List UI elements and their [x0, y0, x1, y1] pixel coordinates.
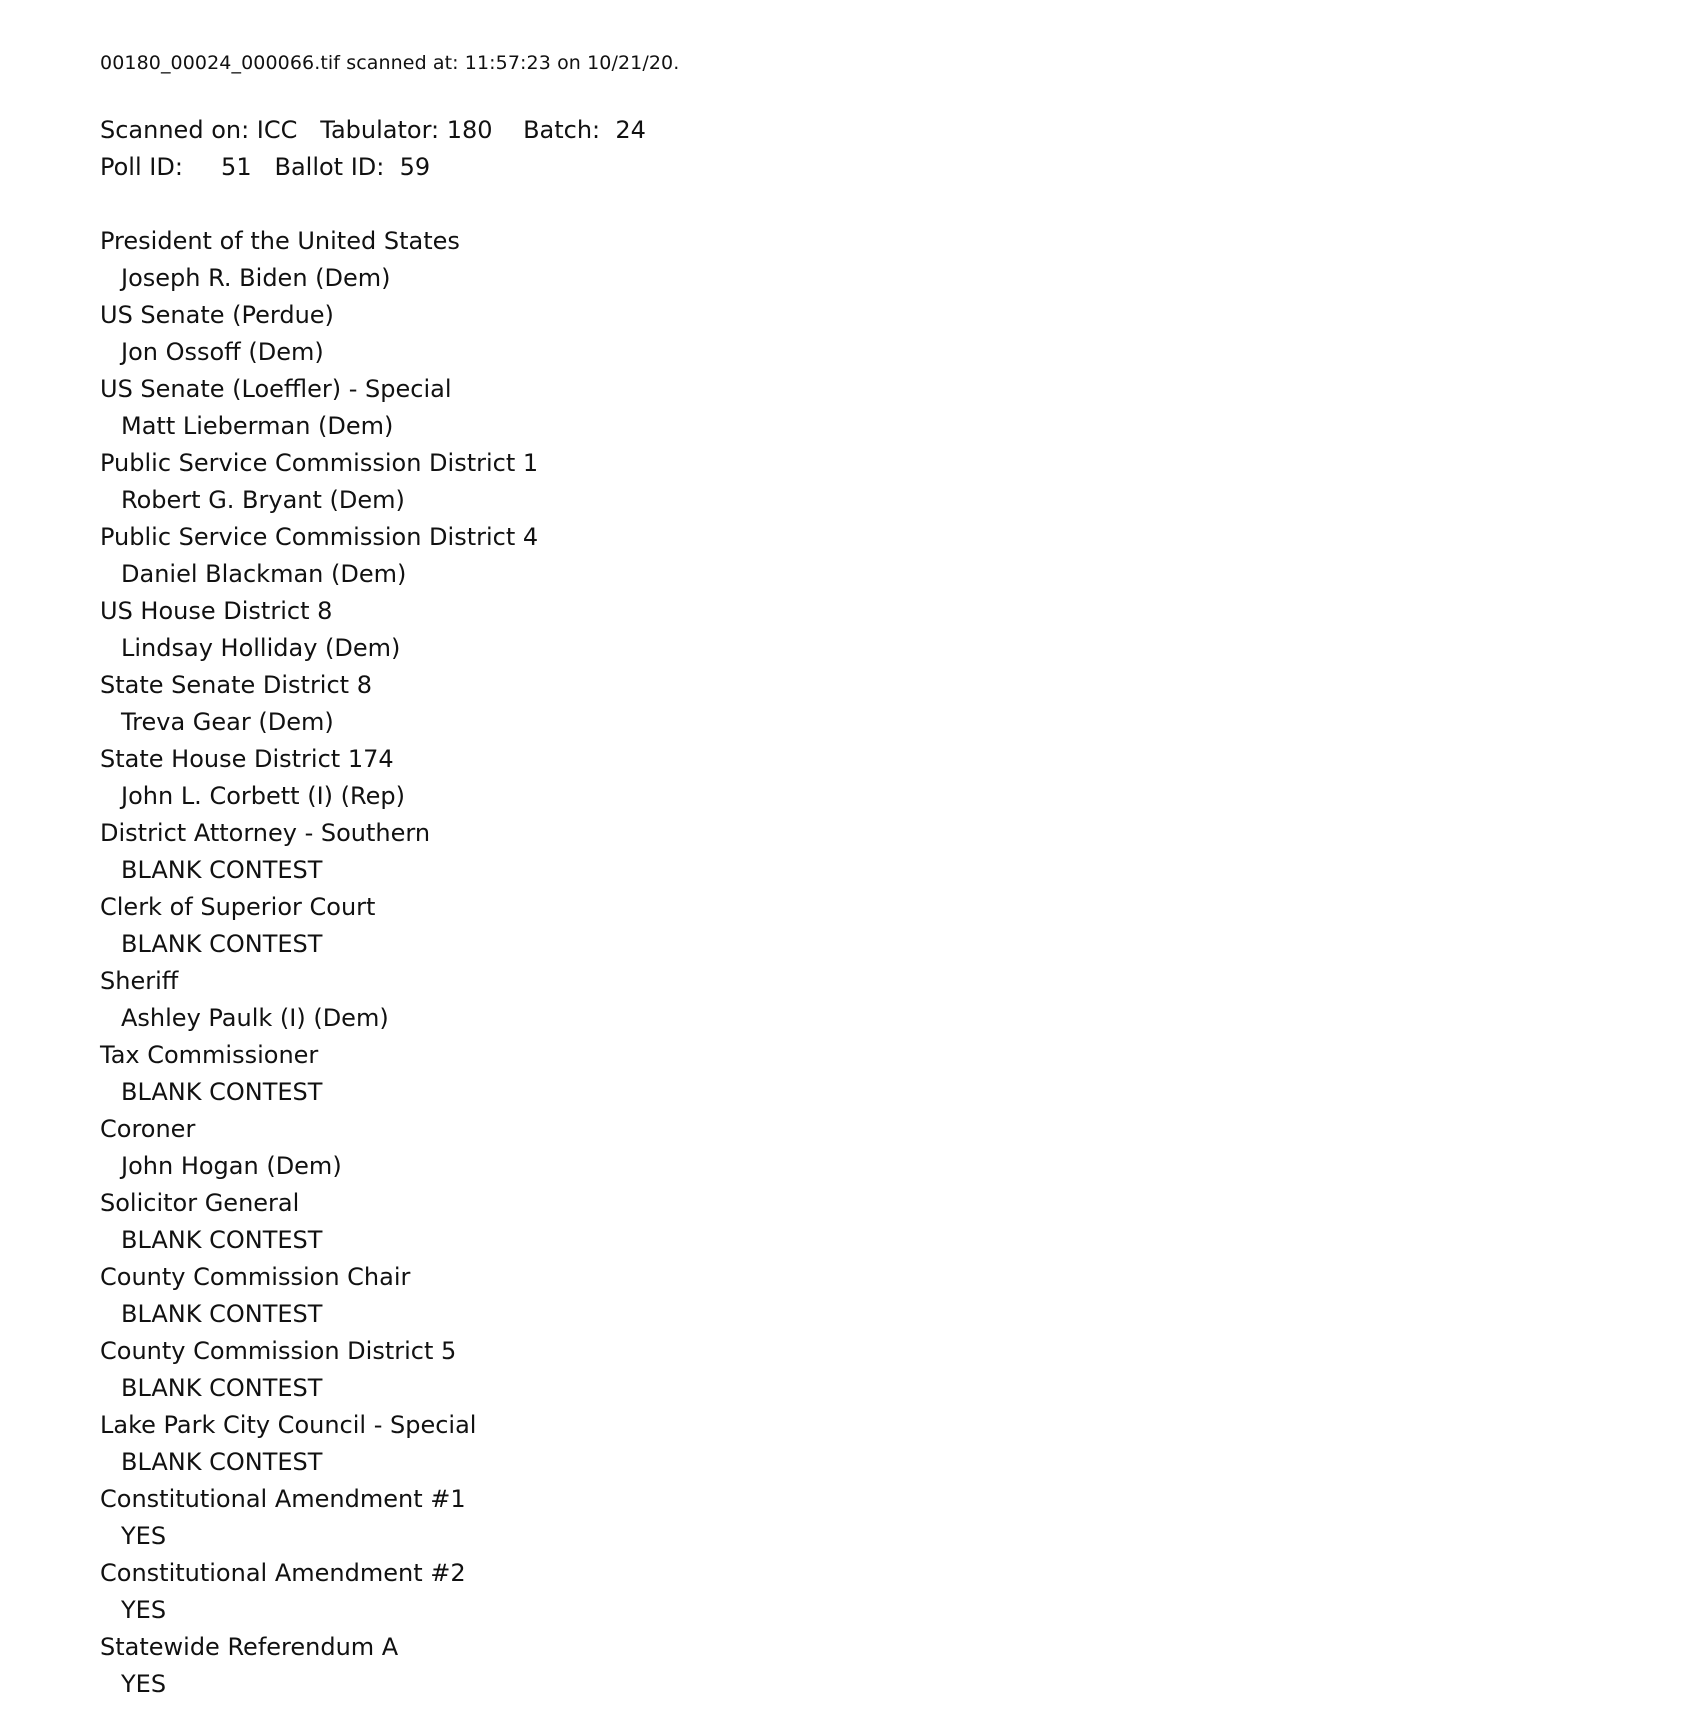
contest-title: US House District 8	[100, 597, 333, 625]
contest-title: County Commission District 5	[100, 1337, 457, 1365]
contest-choice: YES	[121, 1670, 167, 1698]
contest-choice: YES	[121, 1522, 167, 1550]
contest-choice: BLANK CONTEST	[121, 1374, 323, 1402]
contest-title: President of the United States	[100, 227, 460, 255]
contest-title: Tax Commissioner	[100, 1041, 319, 1069]
contest-title: State House District 174	[100, 745, 394, 773]
contest-title: Coroner	[100, 1115, 196, 1143]
contest-title: Lake Park City Council - Special	[100, 1411, 477, 1439]
contest-choice: BLANK CONTEST	[121, 1300, 323, 1328]
contest-choice: BLANK CONTEST	[121, 930, 323, 958]
contest-title: Statewide Referendum A	[100, 1633, 399, 1661]
contest-title: Sheriff	[100, 967, 179, 995]
contest-choice: Matt Lieberman (Dem)	[121, 412, 394, 440]
scanner-info-line: Scanned on: ICC Tabulator: 180 Batch: 24	[100, 116, 646, 144]
contest-choice: Treva Gear (Dem)	[121, 708, 334, 736]
contest-title: State Senate District 8	[100, 671, 372, 699]
contest-choice: Daniel Blackman (Dem)	[121, 560, 407, 588]
contest-title: District Attorney - Southern	[100, 819, 431, 847]
contest-choice: BLANK CONTEST	[121, 1448, 323, 1476]
contest-title: US Senate (Perdue)	[100, 301, 334, 329]
scan-info-line: 00180_00024_000066.tif scanned at: 11:57:23 on 10/21/20.	[100, 52, 680, 74]
contest-title: Constitutional Amendment #1	[100, 1485, 466, 1513]
contest-choice: YES	[121, 1596, 167, 1624]
contest-title: Constitutional Amendment #2	[100, 1559, 466, 1587]
contest-title: County Commission Chair	[100, 1263, 411, 1291]
contest-choice: Joseph R. Biden (Dem)	[121, 264, 391, 292]
contest-title: Solicitor General	[100, 1189, 300, 1217]
contest-choice: Lindsay Holliday (Dem)	[121, 634, 401, 662]
ballot-metadata	[100, 112, 646, 186]
contest-choice: Ashley Paulk (I) (Dem)	[121, 1004, 389, 1032]
contest-title: Clerk of Superior Court	[100, 893, 376, 921]
ballot-id-line: Poll ID: 51 Ballot ID: 59	[100, 153, 431, 181]
contest-title: Public Service Commission District 4	[100, 523, 539, 551]
contest-choice: BLANK CONTEST	[121, 1078, 323, 1106]
contest-choice: John Hogan (Dem)	[121, 1152, 342, 1180]
contest-choice: Robert G. Bryant (Dem)	[121, 486, 405, 514]
contest-choice: John L. Corbett (I) (Rep)	[121, 782, 405, 810]
contest-choice: BLANK CONTEST	[121, 856, 323, 884]
contest-choice: Jon Ossoff (Dem)	[121, 338, 324, 366]
contest-title: Public Service Commission District 1	[100, 449, 539, 477]
contest-choice: BLANK CONTEST	[121, 1226, 323, 1254]
contest-list	[100, 223, 538, 1703]
contest-title: US Senate (Loeffler) - Special	[100, 375, 452, 403]
